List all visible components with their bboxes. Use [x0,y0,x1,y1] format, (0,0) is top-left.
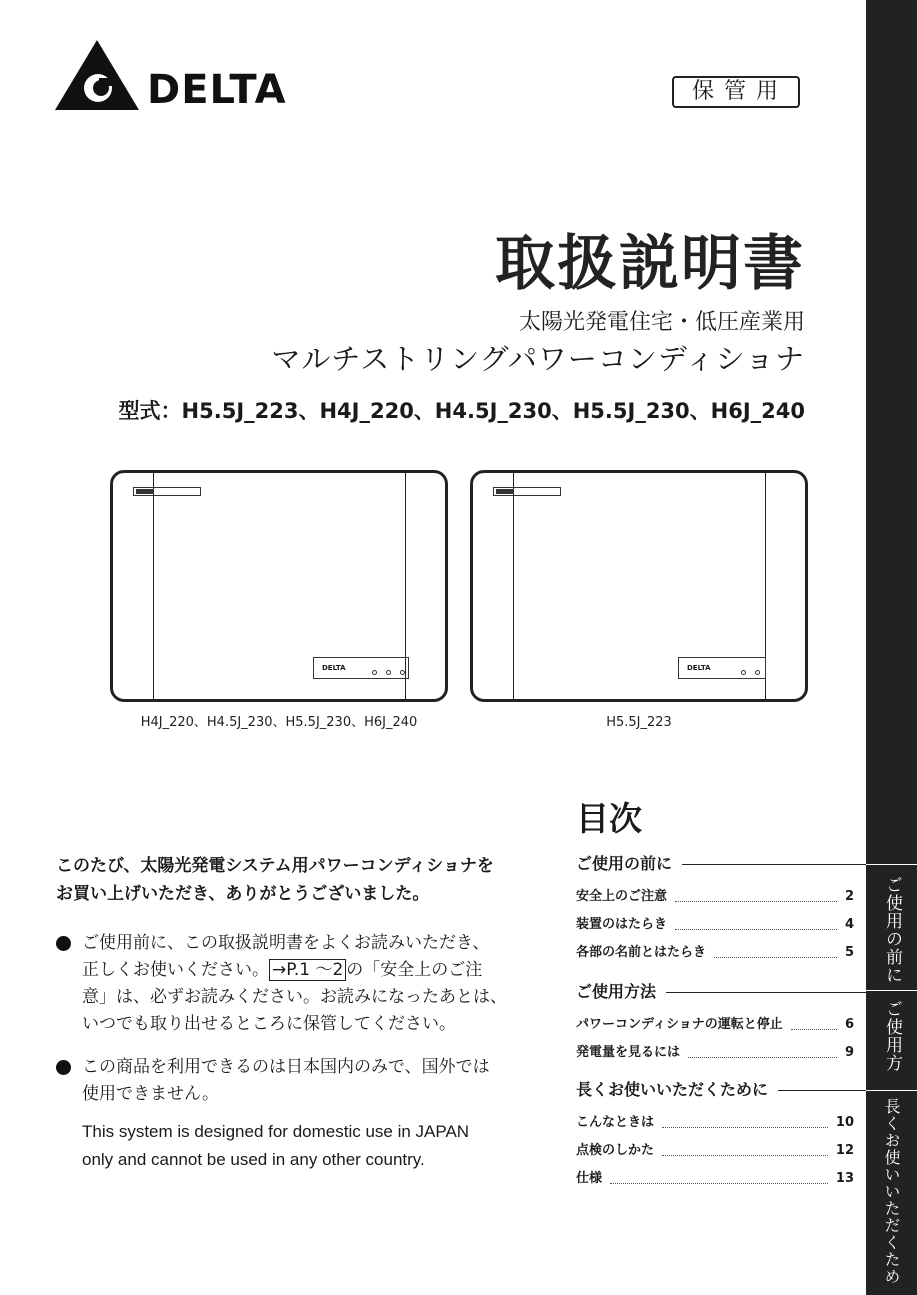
toc-item[interactable] [576,888,854,906]
led-icon [372,670,377,675]
toc-item[interactable] [576,1142,854,1160]
bullet-1 [56,930,516,1040]
brand-name: DELTA [147,67,287,113]
storage-badge: 保管用 [672,76,800,108]
toc-section-title: ご使用の前に [576,854,673,873]
delta-triangle-icon [55,40,145,112]
toc-item[interactable] [576,1016,854,1034]
led-icon [386,670,391,675]
toc-item[interactable] [576,1044,854,1062]
bullet-2 [56,1054,516,1114]
side-tab-before-use[interactable]: ご使用の前に [882,876,902,984]
toc-item[interactable] [576,944,854,962]
bullet-1-line2 [82,957,512,984]
bullet-1-line2-post: の「安全上のご注 [346,960,483,980]
toc-item-page: 6 [844,1017,854,1032]
toc-section-title: 長くお使いいただくために [576,1080,769,1099]
toc-item-label: 発電量を見るには [576,1045,681,1060]
toc-item-page: 9 [844,1045,854,1060]
english-notice [82,1118,469,1174]
led-icon [741,670,746,675]
model-line [119,396,805,426]
side-tab-long-use[interactable]: 長くお使いいただくために [831,1098,901,1285]
toc-item-page: 12 [835,1143,854,1158]
side-tab-how-to-use[interactable]: ご使用方法 [831,1000,902,1072]
device-caption-2: H5.5J_223 [606,715,672,730]
bullet-1-line3: 意」は、必ずお読みください。お読みになったあとは、 [82,987,507,1007]
led-icon [400,670,405,675]
toc-item[interactable] [576,1170,854,1188]
panel-brand: DELTA [322,664,346,672]
indicator-panel [678,657,766,679]
device-illustration-2 [470,470,808,702]
intro-line2: お買い上げいただき、ありがとうございました。 [56,884,430,904]
toc-item[interactable] [576,916,854,934]
toc-item-page: 10 [835,1115,854,1130]
device-left-edge [153,473,154,699]
toc-item-page: 13 [835,1171,854,1186]
toc-item-page: 5 [844,945,854,960]
subtitle-line1: 太陽光発電住宅・低圧産業用 [518,310,805,335]
toc-item-page: 4 [844,917,854,932]
bullet-1-line2-pre: 正しくお使いください。 [82,960,269,980]
device-left-edge [513,473,514,699]
toc-item-label: パワーコンディショナの運転と停止 [576,1017,783,1032]
device-caption-1: H4J_220、H4.5J_230、H5.5J_230、H6J_240 [140,715,418,730]
bullet-1-line1: ご使用前に、この取扱説明書をよくお読みいただき、 [82,933,490,953]
bullet-2-line2: 使用できません。 [82,1084,220,1104]
toc-section-before-use[interactable] [576,853,866,875]
panel-brand: DELTA [687,664,711,672]
document-title: 取扱説明書 [495,229,805,299]
toc-item-label: 装置のはたらき [576,917,668,932]
page-reference[interactable]: →P.1 ～2 [269,959,346,981]
toc-item-label: こんなときは [576,1115,655,1130]
tab-divider [866,990,917,991]
model-label: 型式： [118,399,182,423]
toc-item-label: 点検のしかた [576,1143,655,1158]
bullet-1-line4: いつでも取り出せるところに保管してください。 [82,1014,456,1034]
warning-sticker [493,487,561,496]
bullet-icon [56,936,71,951]
led-icon [755,670,760,675]
tab-divider [866,864,917,865]
toc-section-title: ご使用方法 [576,982,657,1001]
bullet-2-line1: この商品を利用できるのは日本国内のみで、国外では [82,1057,490,1077]
english-line1: This system is designed for domestic use in JAPAN [82,1122,470,1141]
subtitle-line2: マルチストリングパワーコンディショナ [271,342,805,376]
toc-item-label: 各部の名前とはたらき [576,945,707,960]
toc-item-page: 2 [844,889,854,904]
toc-item-label: 安全上のご注意 [576,889,668,904]
device-illustration-1 [110,470,448,702]
indicator-panel [313,657,409,679]
toc-heading: 目次 [576,799,642,838]
toc-item-label: 仕様 [576,1171,603,1186]
intro-line1: このたび、太陽光発電システム用パワーコンディショナを [56,856,494,876]
warning-sticker [133,487,201,496]
model-numbers: H5.5J_223、H4J_220、H4.5J_230、H5.5J_230、H6J_240 [181,399,805,423]
toc-item[interactable] [576,1114,854,1132]
english-line2: only and cannot be used in any other country. [82,1150,425,1169]
intro-text [56,852,494,908]
tab-divider [866,1090,917,1091]
bullet-icon [56,1060,71,1075]
delta-logo [55,40,285,112]
